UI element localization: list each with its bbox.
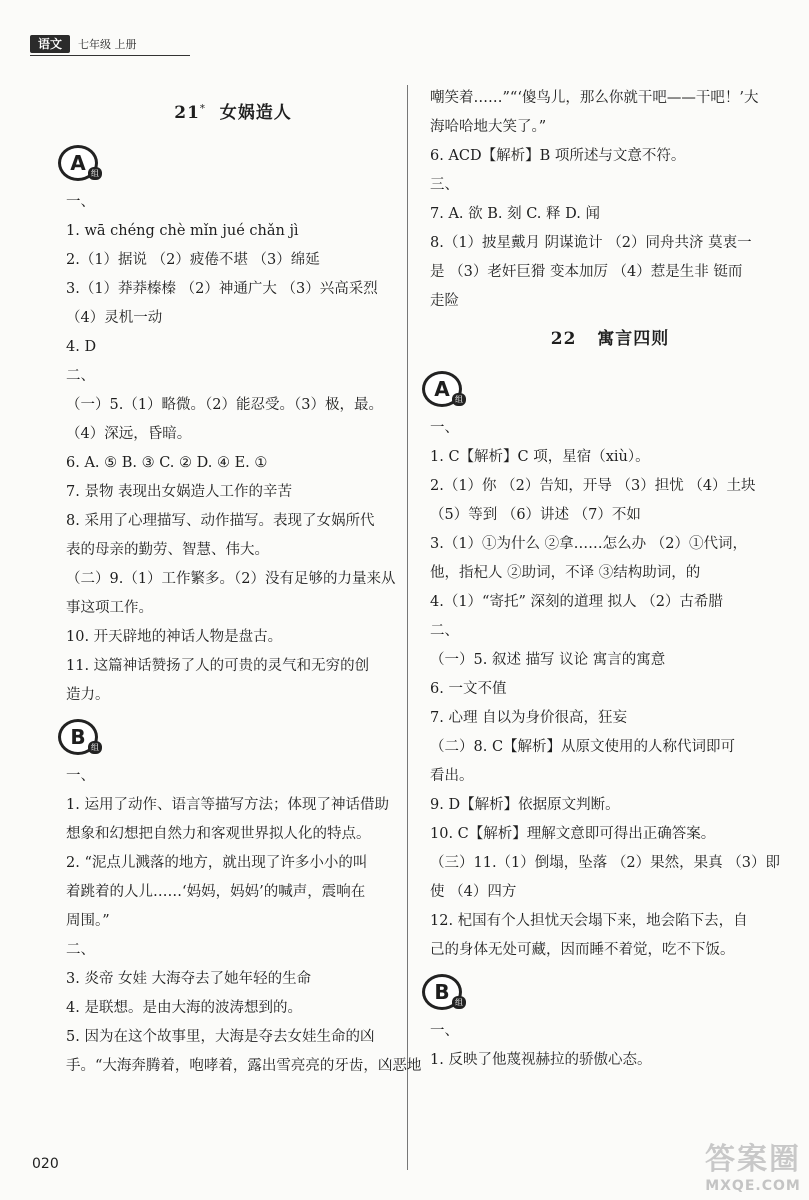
answer-line: 事这项工作。	[66, 600, 153, 616]
answer-line: 4. D	[66, 339, 97, 355]
answer-line: （5）等到 （6）讲述 （7）不如	[430, 507, 641, 523]
answer-line: 一、	[430, 420, 459, 436]
answer-line: 7. 心理 自以为身价很高，狂妄	[430, 710, 628, 726]
answer-line: 二、	[66, 368, 95, 384]
answer-line: （三）11.（1）倒塌，坠落 （2）果然，果真 （3）即	[430, 855, 780, 871]
answer-line: 1. 运用了动作、语言等描写方法；体现了神话借助	[66, 797, 389, 813]
answer-line: 表的母亲的勤劳、智慧、伟大。	[66, 542, 269, 558]
answer-line: 想象和幻想把自然力和客观世界拟人化的特点。	[66, 826, 371, 842]
answer-line: 3.（1）①为什么 ②拿……怎么办 （2）①代词，	[430, 536, 748, 552]
answer-line: 他，指杞人 ②助词，不译 ③结构助词，的	[430, 565, 701, 581]
answer-line: 1. wā chéng chè mǐn jué chǎn jì	[66, 223, 299, 239]
answer-line: （4）灵机一动	[66, 310, 163, 326]
answer-line: 1. C【解析】C 项，星宿（xiù）。	[430, 449, 650, 465]
answer-line: （4）深远，昏暗。	[66, 426, 192, 442]
answer-line: 嘲笑着……”“‘傻鸟儿，那么你就干吧——干吧！’大	[430, 90, 759, 106]
answer-line: 7. 景物 表现出女娲造人工作的辛苦	[66, 484, 293, 500]
answer-line: 12. 杞国有个人担忧天会塌下来，地会陷下去，自	[430, 913, 748, 929]
answer-line: 手。“大海奔腾着，咆哮着，露出雪亮亮的牙齿，凶恶地	[66, 1058, 422, 1074]
answer-line: （一）5.（1）略微。（2）能忍受。（3）极，最。	[66, 397, 384, 413]
lesson-22-title	[430, 324, 790, 349]
answer-line: 3.（1）莽莽榛榛 （2）神通广大 （3）兴高采烈	[66, 281, 378, 297]
answer-line: 8.（1）披星戴月 阴谋诡计 （2）同舟共济 莫衷一	[430, 235, 752, 251]
answer-line: 10. C【解析】理解文意即可得出正确答案。	[430, 826, 716, 842]
answer-line: 2.（1）你 （2）告知，开导 （3）担忧 （4）土块	[430, 478, 756, 494]
page-number: 020	[32, 1156, 59, 1172]
answer-line: 6. 一文不值	[430, 681, 507, 697]
answer-line: 海哈哈地大笑了。”	[430, 119, 547, 135]
lesson-21-star: *	[199, 103, 206, 115]
answer-line: 4. 是联想。是由大海的波涛想到的。	[66, 1000, 302, 1016]
answer-line: 11. 这篇神话赞扬了人的可贵的灵气和无穷的创	[66, 658, 370, 674]
group-b-badge-icon: B 组	[422, 974, 466, 1010]
answer-line: 一、	[430, 1023, 459, 1039]
group-a-badge-icon: A 组	[422, 371, 466, 407]
answer-line: 造力。	[66, 687, 110, 703]
answer-line: 3. 炎帝 女娃 大海夺去了她年轻的生命	[66, 971, 312, 987]
lesson-22-number: 22	[550, 329, 577, 349]
answer-line: 是 （3）老奸巨猾 变本加厉 （4）惹是生非 铤而	[430, 264, 743, 280]
answer-line: 7. A. 欲 B. 刻 C. 释 D. 闻	[430, 206, 600, 222]
left-group-a-answers	[66, 193, 400, 704]
page-header	[30, 34, 137, 54]
answer-line: 看出。	[430, 768, 474, 784]
answer-line: 4.（1）“寄托” 深刻的道理 拟人 （2）古希腊	[430, 594, 723, 610]
lesson-22-name: 寓言四则	[597, 329, 670, 349]
answer-line: 1. 反映了他蔑视赫拉的骄傲心态。	[430, 1052, 652, 1068]
lesson-21-name: 女娲造人	[219, 103, 292, 123]
left-group-b-answers	[66, 767, 422, 1075]
right-group-b-answers	[430, 1022, 790, 1069]
answer-line: 5. 因为在这个故事里，大海是夺去女娃生命的凶	[66, 1029, 375, 1045]
group-a-badge-icon: A 组	[58, 145, 102, 181]
answer-line: 6. ACD【解析】B 项所述与文意不符。	[430, 148, 686, 164]
right-continued-answers	[430, 89, 790, 310]
column-divider	[407, 85, 408, 1170]
answer-line: 己的身体无处可藏，因而睡不着觉，吃不下饭。	[430, 942, 735, 958]
answer-line: 一、	[66, 194, 95, 210]
answer-line: （二）8. C【解析】从原文使用的人称代词即可	[430, 739, 736, 755]
answer-line: （二）9.（1）工作繁多。（2）没有足够的力量来从	[66, 571, 396, 587]
answer-line: 9. D【解析】依据原文判断。	[430, 797, 620, 813]
lesson-21-title	[66, 98, 400, 123]
answer-line: 2. “泥点儿溅落的地方，就出现了许多小小的叫	[66, 855, 368, 871]
answer-line: 二、	[66, 942, 95, 958]
right-group-a-answers	[430, 419, 790, 959]
answer-line: （一）5. 叙述 描写 议论 寓言的寓意	[430, 652, 666, 668]
answer-line: 8. 采用了心理描写、动作描写。表现了女娲所代	[66, 513, 375, 529]
left-column	[66, 98, 422, 1086]
header-rule	[30, 55, 190, 56]
grade-label: 七年级 上册	[78, 38, 137, 51]
answer-line: 使 （4）四方	[430, 884, 517, 900]
answer-line: 二、	[430, 623, 459, 639]
answer-line: 10. 开天辟地的神话人物是盘古。	[66, 629, 283, 645]
answer-line: 三、	[430, 177, 459, 193]
answer-line: 2.（1）据说 （2）疲倦不堪 （3）绵延	[66, 252, 320, 268]
answer-line: 着跳着的人儿……‘妈妈，妈妈’的喊声，震响在	[66, 884, 366, 900]
subject-label: 语文	[30, 35, 70, 53]
answer-line: 周围。”	[66, 913, 110, 929]
answer-line: 走险	[430, 293, 459, 309]
answer-line: 一、	[66, 768, 95, 784]
right-column	[430, 89, 790, 1080]
lesson-21-number: 21	[174, 103, 200, 123]
watermark-logo: 答案圈 MXQE.COM	[705, 1142, 801, 1194]
group-b-badge-icon: B 组	[58, 719, 102, 755]
answer-line: 6. A. ⑤ B. ③ C. ② D. ④ E. ①	[66, 455, 268, 471]
